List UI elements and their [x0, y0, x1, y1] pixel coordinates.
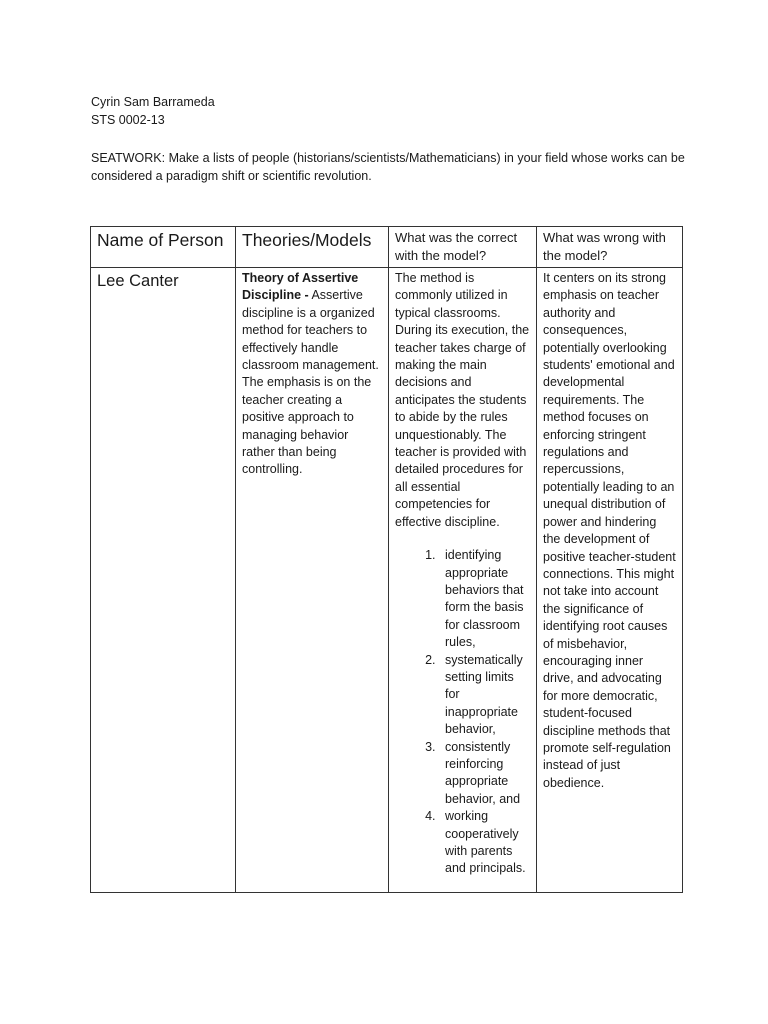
- table-row: [91, 268, 683, 893]
- author-name: Cyrin Sam Barrameda: [91, 95, 215, 109]
- correct-cell: [389, 268, 537, 893]
- wrong-cell: It centers on its strong emphasis on teacher authority and consequences, potentially overlooking students' emotional and developmental requirements. The method focuses on enforcing stringent regulations and repercussions, potentially leading to an unequal distribution of power and hindering the development of positive teacher-student connections. This might not take into account the significance of identifying root causes of misbehavior, encouraging inner drive, and advocating for more democratic, student-focused discipline methods that promote self-regulation instead of just obedience.: [537, 268, 683, 893]
- list-item: 2. systematically setting limits for inappropriate behavior,: [439, 652, 530, 739]
- header-what-was-correct: What was the correct with the model?: [389, 227, 537, 268]
- seatwork-text: Make a lists of people (historians/scientists/Mathematicians) in your field whose works can be considered a paradigm shift or scientific revolution.: [91, 151, 685, 183]
- paradigm-shift-table: [90, 226, 683, 893]
- person-name-cell: Lee Canter: [91, 268, 236, 893]
- list-item: 1. identifying appropriate behaviors that form the basis for classroom rules,: [439, 547, 530, 651]
- header-theories-models: Theories/Models: [236, 227, 389, 268]
- header-what-was-wrong: What was wrong with the model?: [537, 227, 683, 268]
- seatwork-label: SEATWORK:: [91, 151, 166, 165]
- list-item: 4. working cooperatively with parents and principals.: [439, 808, 530, 878]
- theory-title: Theory of Assertive Discipline -: [242, 271, 359, 303]
- theory-description: Assertive discipline is a organized method for teachers to effectively handle classroom management. The emphasis is on the teacher creating a positive approach to managing behavior rather than being controlling.: [242, 288, 379, 477]
- header-name-of-person: Name of Person: [91, 227, 236, 268]
- theory-cell: [236, 268, 389, 893]
- list-item: 3. consistently reinforcing appropriate behavior, and: [439, 739, 530, 809]
- table-header-row: [91, 227, 683, 268]
- correct-steps-list: [395, 547, 530, 878]
- correct-description: The method is commonly utilized in typical classrooms. During its execution, the teacher takes charge of making the main decisions and anticipates the students to abide by the rules unquestionably. The teacher is provided with detailed procedures for all essential competencies for effective discipline.: [395, 271, 530, 529]
- course-code: STS 0002-13: [91, 113, 165, 127]
- seatwork-prompt: [91, 149, 691, 185]
